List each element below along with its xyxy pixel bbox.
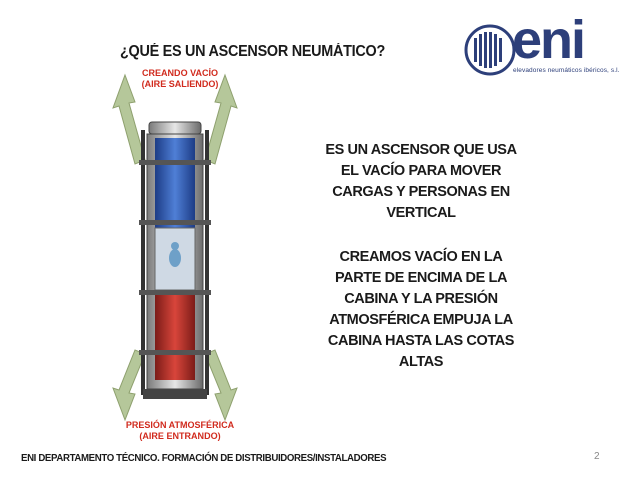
definition-line: EL VACÍO PARA MOVER	[340, 163, 502, 179]
definition-line: CARGAS Y PERSONAS EN	[332, 184, 510, 200]
explanation-line: CREAMOS VACÍO EN LA	[339, 249, 503, 265]
page-number: 2	[594, 451, 600, 462]
logo-wordmark: eni	[512, 10, 585, 70]
air-in-arrow-left-icon	[113, 350, 145, 420]
explanation-text	[307, 247, 535, 373]
explanation-line: ALTAS	[398, 354, 444, 370]
definition-line: ES UN ASCENSOR QUE USA	[325, 142, 517, 158]
diagram-bottom-label-line2: (AIRE ENTRANDO)	[139, 431, 221, 442]
logo-subtitle: elevadores neumáticos ibéricos, s.l.	[513, 67, 620, 74]
pneumatic-elevator-diagram	[95, 60, 255, 445]
slide-footer: ENI DEPARTAMENTO TÉCNICO. FORMACIÓN DE DISTRIBUIDORES/INSTALADORES	[21, 452, 387, 464]
slide-title: ¿QUÉ ES UN ASCENSOR NEUMÁTICO?	[120, 43, 386, 60]
definition-line: VERTICAL	[386, 205, 456, 221]
diagram-top-label-line1: CREANDO VACÍO	[141, 68, 219, 79]
explanation-line: CABINA Y LA PRESIÓN	[344, 291, 498, 307]
explanation-line: PARTE DE ENCIMA DE LA	[334, 270, 508, 286]
definition-text	[307, 140, 535, 224]
explanation-line: ATMOSFÉRICA EMPUJA LA	[329, 312, 513, 328]
diagram-top-label-line2: (AIRE SALIENDO)	[141, 79, 219, 90]
diagram-bottom-label	[123, 420, 237, 442]
logo-mark-icon	[466, 26, 514, 74]
air-in-arrow-right-icon	[205, 350, 237, 420]
diagram-top-label	[133, 68, 228, 90]
diagram-bottom-label-line1: PRESIÓN ATMOSFÉRICA	[125, 420, 235, 431]
explanation-line: CABINA HASTA LAS COTAS	[327, 333, 515, 349]
